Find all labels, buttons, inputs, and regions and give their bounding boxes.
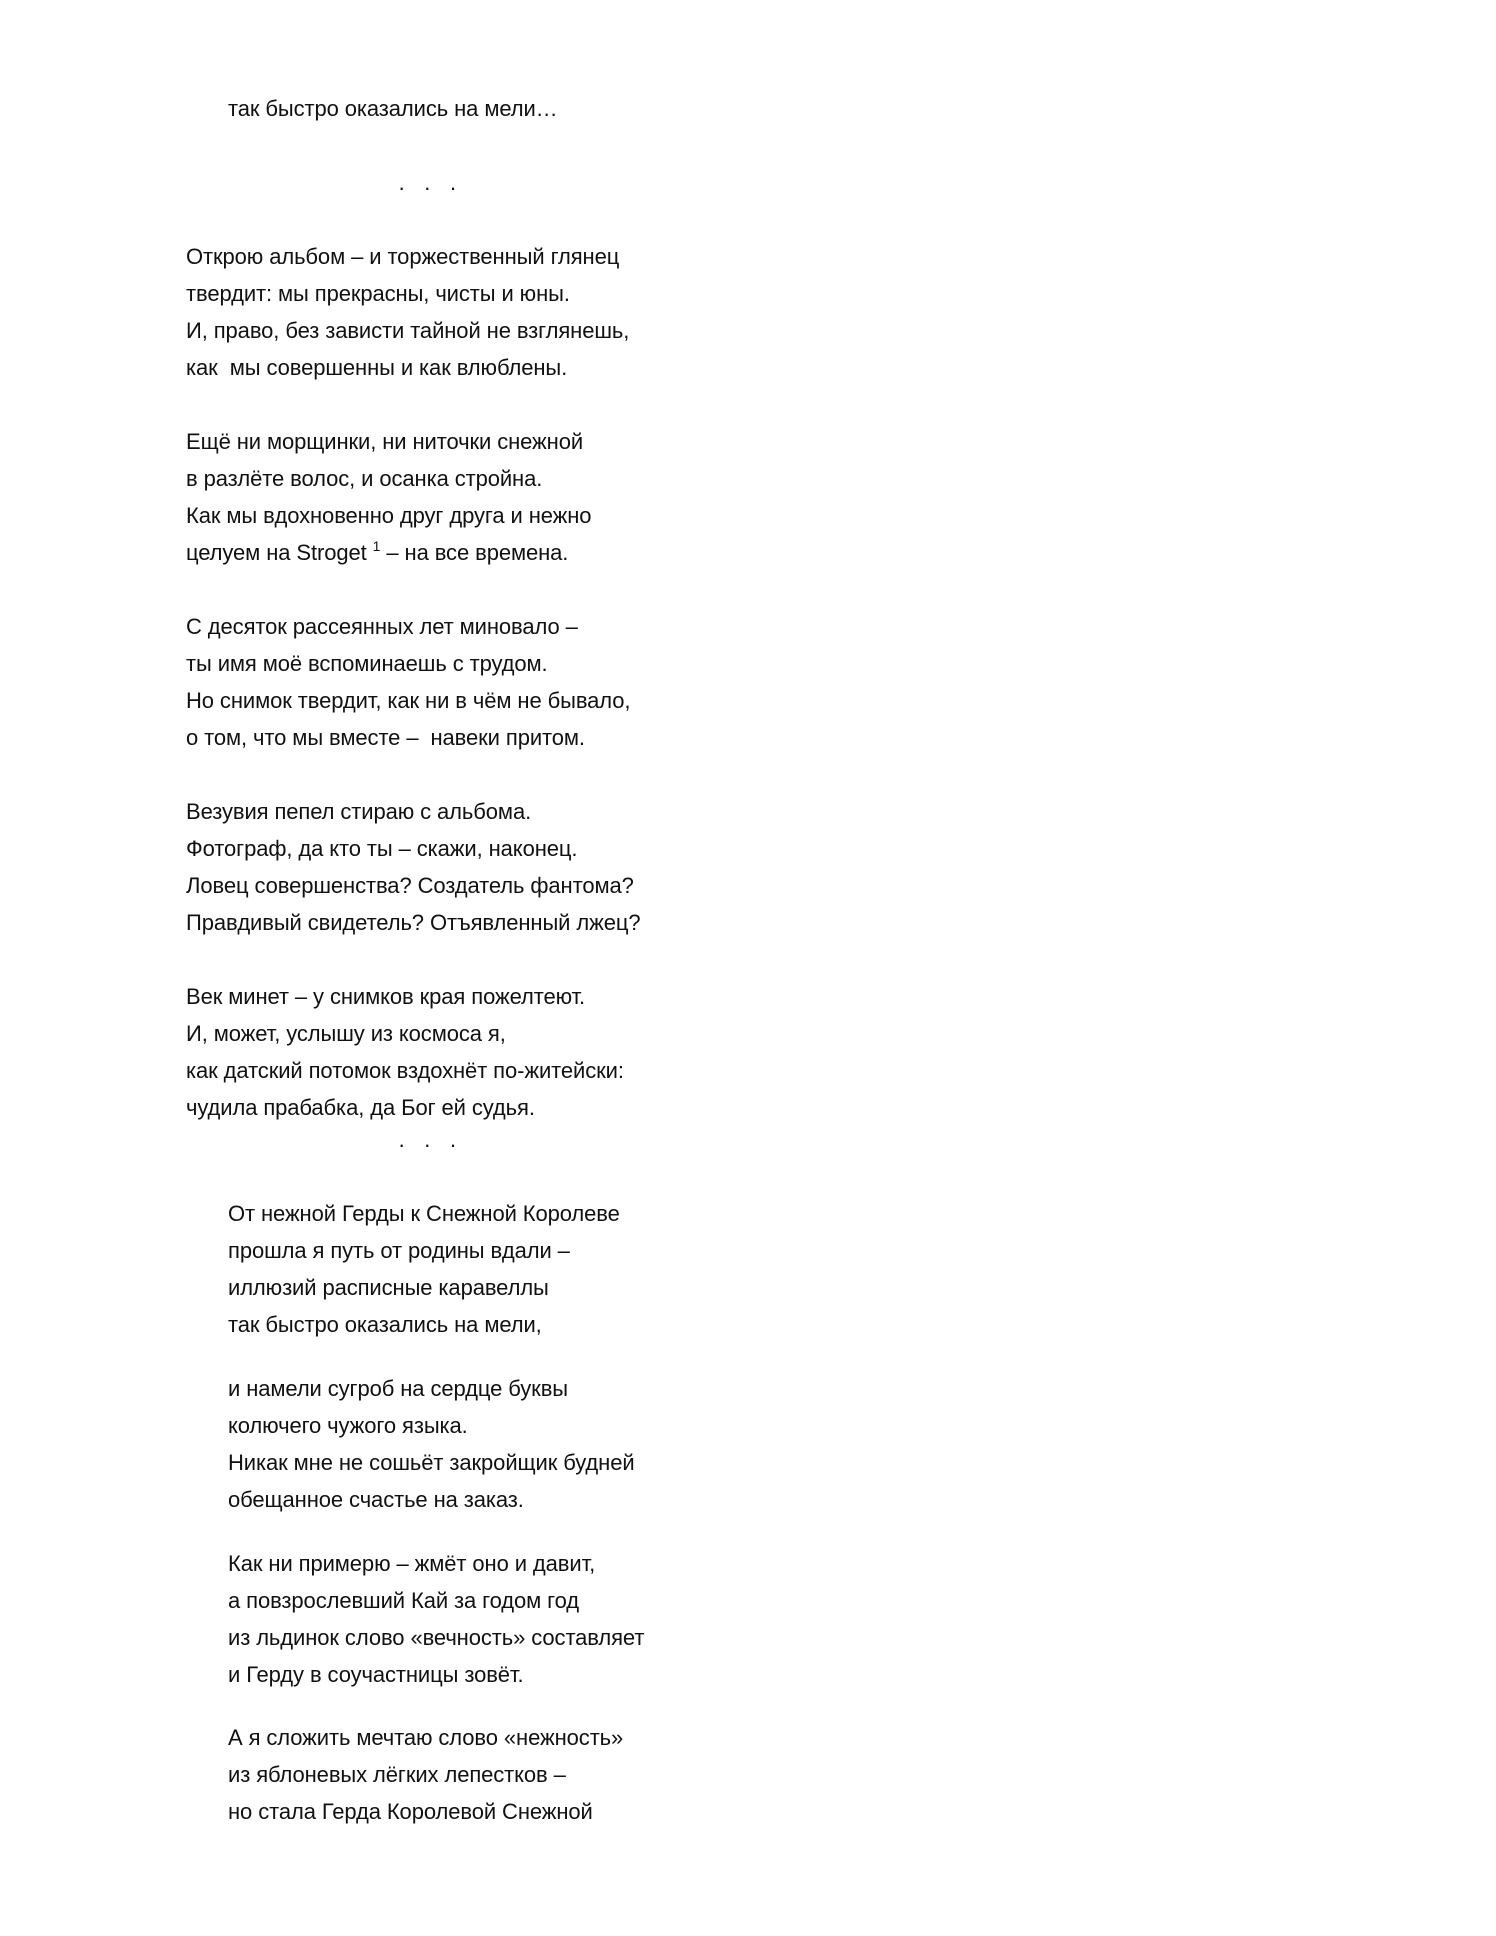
poem-line: Везувия пепел стираю с альбома. [186, 799, 532, 824]
poem-line: Правдивый свидетель? Отъявленный лжец? [186, 910, 641, 935]
poem-line: От нежной Герды к Снежной Королеве [228, 1201, 620, 1226]
poem-line: колючего чужого языка. [228, 1413, 468, 1438]
footnote-marker[interactable]: 1 [372, 538, 381, 554]
poem-line: И, может, услышу из космоса я, [186, 1021, 506, 1046]
poem-line: Как мы вдохновенно друг друга и нежно [186, 503, 592, 528]
poem-line: Открою альбом – и торжественный глянец [186, 244, 620, 269]
poem-line: о том, что мы вместе – навеки притом. [186, 725, 585, 750]
poem-line: А я сложить мечтаю слово «нежность» [228, 1725, 624, 1750]
poem-line: и намели сугроб на сердце буквы [228, 1376, 569, 1401]
poem-line: Ловец совершенства? Создатель фантома? [186, 873, 634, 898]
poem-line: но стала Герда Королевой Снежной [228, 1799, 593, 1824]
poem-line: Фотограф, да кто ты – скажи, наконец. [186, 836, 578, 861]
poem-line: и Герду в соучастницы зовёт. [228, 1662, 524, 1687]
line-text-tail: – на все времена. [380, 540, 569, 565]
poem-line: Век минет – у снимков края пожелтеют. [186, 984, 586, 1009]
poem-line: из яблоневых лёгких лепестков – [228, 1762, 566, 1787]
poem-line-with-footnote [186, 538, 568, 568]
poem-line: Ещё ни морщинки, ни ниточки снежной [186, 429, 584, 454]
poem-line: И, право, без зависти тайной не взглянешь, [186, 318, 630, 343]
section-separator: · · · [398, 175, 457, 200]
section-separator: · · · [398, 1132, 457, 1157]
poem-line: иллюзий расписные каравеллы [228, 1275, 549, 1300]
poem-line: в разлёте волос, и осанка стройна. [186, 466, 543, 491]
line-text: целуем на Stroget [186, 540, 367, 565]
poem-line: Как ни примерю – жмёт оно и давит, [228, 1551, 596, 1576]
poem-line: ты имя моё вспоминаешь с трудом. [186, 651, 548, 676]
poem-line: С десяток рассеянных лет миновало – [186, 614, 578, 639]
poem-line: обещанное счастье на заказ. [228, 1487, 524, 1512]
poem-line: твердит: мы прекрасны, чисты и юны. [186, 281, 570, 306]
poem-line: так быстро оказались на мели… [228, 96, 558, 121]
poem-line: Никак мне не сошьёт закройщик будней [228, 1450, 635, 1475]
poem-line: Но снимок твердит, как ни в чём не бывало, [186, 688, 631, 713]
poem-line: так быстро оказались на мели, [228, 1312, 542, 1337]
poem-line: из льдинок слово «вечность» составляет [228, 1625, 645, 1650]
poem-line: как мы совершенны и как влюблены. [186, 355, 568, 380]
poem-line: чудила прабабка, да Бог ей судья. [186, 1095, 535, 1120]
poem-line: а повзрослевший Кай за годом год [228, 1588, 580, 1613]
poem-line: прошла я путь от родины вдали – [228, 1238, 570, 1263]
poem-line: как датский потомок вздохнёт по-житейски: [186, 1058, 624, 1083]
